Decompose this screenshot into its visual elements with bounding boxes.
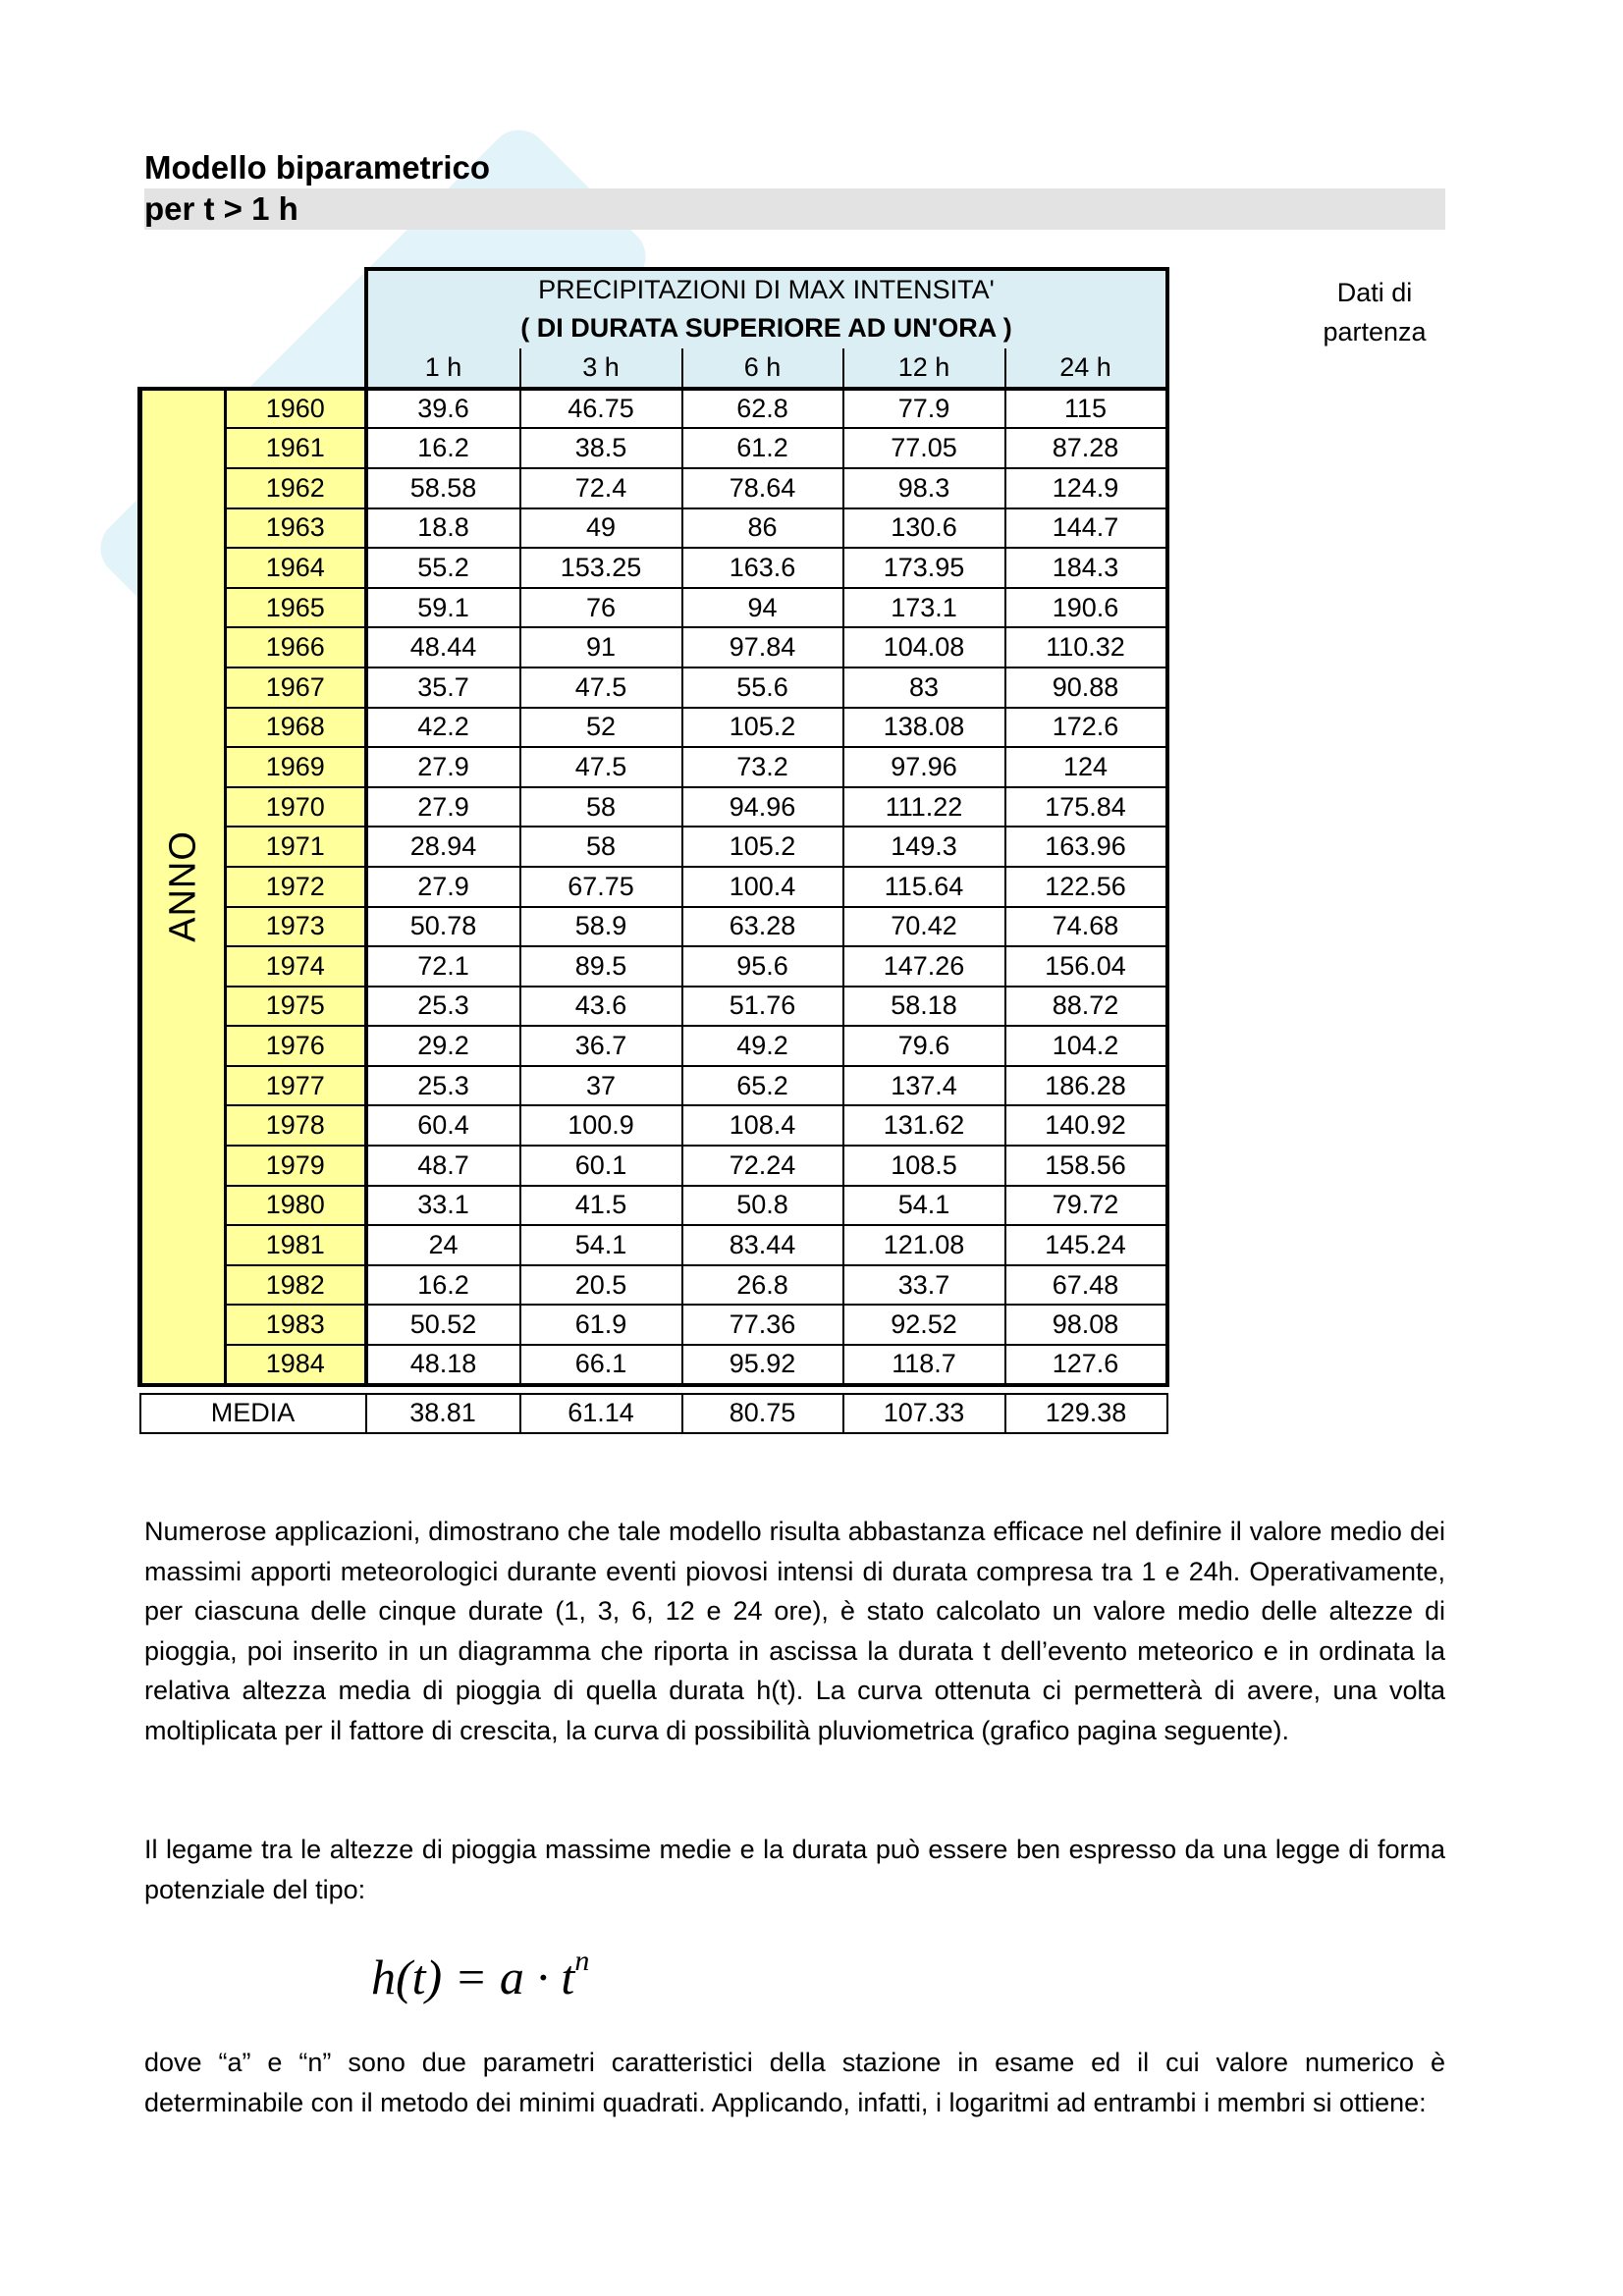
value-cell: 66.1	[520, 1345, 682, 1385]
value-cell: 77.05	[843, 428, 1005, 468]
value-cell: 60.1	[520, 1146, 682, 1186]
table-row	[140, 1305, 1167, 1345]
value-cell: 137.4	[843, 1066, 1005, 1106]
value-cell: 156.04	[1005, 946, 1167, 987]
title-line-1: Modello biparametrico	[144, 149, 491, 186]
value-cell: 95.92	[682, 1345, 843, 1385]
value-cell: 158.56	[1005, 1146, 1167, 1186]
value-cell: 138.08	[843, 708, 1005, 748]
value-cell: 47.5	[520, 747, 682, 787]
value-cell: 18.8	[366, 508, 520, 549]
value-cell: 98.3	[843, 468, 1005, 508]
value-cell: 20.5	[520, 1265, 682, 1306]
value-cell: 78.64	[682, 468, 843, 508]
value-cell: 186.28	[1005, 1066, 1167, 1106]
table-row	[140, 548, 1167, 588]
value-cell: 49.2	[682, 1026, 843, 1066]
duration-header: 6 h	[682, 348, 843, 389]
value-cell: 97.84	[682, 627, 843, 667]
table-row	[140, 1186, 1167, 1226]
year-cell: 1964	[226, 548, 366, 588]
year-cell: 1976	[226, 1026, 366, 1066]
value-cell: 83.44	[682, 1225, 843, 1265]
table-row	[140, 508, 1167, 549]
year-cell: 1982	[226, 1265, 366, 1306]
value-cell: 50.52	[366, 1305, 520, 1345]
table-row	[140, 867, 1167, 907]
media-value: 129.38	[1005, 1394, 1167, 1434]
value-cell: 70.42	[843, 907, 1005, 947]
value-cell: 24	[366, 1225, 520, 1265]
value-cell: 50.8	[682, 1186, 843, 1226]
year-cell: 1962	[226, 468, 366, 508]
year-cell: 1975	[226, 987, 366, 1027]
value-cell: 41.5	[520, 1186, 682, 1226]
value-cell: 127.6	[1005, 1345, 1167, 1385]
value-cell: 149.3	[843, 827, 1005, 867]
value-cell: 52	[520, 708, 682, 748]
table-row	[140, 1225, 1167, 1265]
side-note-line-2: partenza	[1323, 317, 1427, 347]
value-cell: 91	[520, 627, 682, 667]
value-cell: 61.2	[682, 428, 843, 468]
value-cell: 33.1	[366, 1186, 520, 1226]
value-cell: 54.1	[843, 1186, 1005, 1226]
value-cell: 37	[520, 1066, 682, 1106]
value-cell: 72.4	[520, 468, 682, 508]
year-cell: 1968	[226, 708, 366, 748]
value-cell: 104.08	[843, 627, 1005, 667]
year-cell: 1969	[226, 747, 366, 787]
value-cell: 95.6	[682, 946, 843, 987]
value-cell: 39.6	[366, 389, 520, 429]
value-cell: 121.08	[843, 1225, 1005, 1265]
value-cell: 87.28	[1005, 428, 1167, 468]
anno-column	[140, 389, 226, 1385]
value-cell: 36.7	[520, 1026, 682, 1066]
value-cell: 59.1	[366, 588, 520, 628]
value-cell: 74.68	[1005, 907, 1167, 947]
paragraph-intro: Numerose applicazioni, dimostrano che tale modello risulta abbastanza efficace nel definire il valore medio dei massimi apporti meteorologici durante eventi piovosi intensi di durata compresa tra 1 e 24h. Operativamente, per ciascuna delle cinque durate (1, 3, 6, 12 e 24 ore), è stato calcolato un valore medio delle altezze di pioggia, poi inserito in un diagramma che riporta in ascissa la durata t dell’evento meteorico e in ordinata la relativa altezza media di pioggia di quella durata h(t). La curva ottenuta ci permetterà di avere, una volta moltiplicata per il fattore di crescita, la curva di possibilità pluviometrica (grafico pagina seguente).	[144, 1517, 1445, 1745]
table-row	[140, 946, 1167, 987]
table-row	[140, 787, 1167, 828]
value-cell: 55.6	[682, 667, 843, 708]
value-cell: 147.26	[843, 946, 1005, 987]
year-cell: 1977	[226, 1066, 366, 1106]
year-cell: 1983	[226, 1305, 366, 1345]
year-cell: 1978	[226, 1105, 366, 1146]
value-cell: 83	[843, 667, 1005, 708]
year-cell: 1970	[226, 787, 366, 828]
table-header-subtitle: ( DI DURATA SUPERIORE AD UN'ORA )	[366, 309, 1167, 349]
value-cell: 58.58	[366, 468, 520, 508]
value-cell: 61.9	[520, 1305, 682, 1345]
table-row	[140, 1105, 1167, 1146]
value-cell: 55.2	[366, 548, 520, 588]
table-row	[140, 1146, 1167, 1186]
formula-exponent: n	[574, 1945, 590, 1978]
value-cell: 77.9	[843, 389, 1005, 429]
table-row	[140, 1265, 1167, 1306]
value-cell: 49	[520, 508, 682, 549]
value-cell: 73.2	[682, 747, 843, 787]
value-cell: 35.7	[366, 667, 520, 708]
value-cell: 145.24	[1005, 1225, 1167, 1265]
value-cell: 190.6	[1005, 588, 1167, 628]
media-value: 107.33	[843, 1394, 1005, 1434]
title-line-2: per t > 1 h	[144, 188, 1445, 230]
table-row	[140, 827, 1167, 867]
year-cell: 1981	[226, 1225, 366, 1265]
value-cell: 173.95	[843, 548, 1005, 588]
value-cell: 89.5	[520, 946, 682, 987]
value-cell: 60.4	[366, 1105, 520, 1146]
value-cell: 76	[520, 588, 682, 628]
value-cell: 67.48	[1005, 1265, 1167, 1306]
year-cell: 1960	[226, 389, 366, 429]
duration-header: 1 h	[366, 348, 520, 389]
rainfall-table	[137, 267, 1169, 1434]
value-cell: 118.7	[843, 1345, 1005, 1385]
value-cell: 124.9	[1005, 468, 1167, 508]
value-cell: 27.9	[366, 787, 520, 828]
table-row	[140, 708, 1167, 748]
duration-header: 3 h	[520, 348, 682, 389]
year-cell: 1971	[226, 827, 366, 867]
value-cell: 98.08	[1005, 1305, 1167, 1345]
table-row	[140, 747, 1167, 787]
year-cell: 1974	[226, 946, 366, 987]
media-value: 61.14	[520, 1394, 682, 1434]
table-row	[140, 667, 1167, 708]
value-cell: 97.96	[843, 747, 1005, 787]
value-cell: 92.52	[843, 1305, 1005, 1345]
value-cell: 58.9	[520, 907, 682, 947]
value-cell: 16.2	[366, 428, 520, 468]
value-cell: 27.9	[366, 747, 520, 787]
year-cell: 1979	[226, 1146, 366, 1186]
media-value: 80.75	[682, 1394, 843, 1434]
table-row	[140, 468, 1167, 508]
year-cell: 1963	[226, 508, 366, 549]
value-cell: 72.24	[682, 1146, 843, 1186]
value-cell: 115.64	[843, 867, 1005, 907]
value-cell: 124	[1005, 747, 1167, 787]
table-row	[140, 907, 1167, 947]
table-row	[140, 1026, 1167, 1066]
table-header-title: PRECIPITAZIONI DI MAX INTENSITA'	[366, 269, 1167, 309]
value-cell: 25.3	[366, 1066, 520, 1106]
year-cell: 1967	[226, 667, 366, 708]
duration-header: 24 h	[1005, 348, 1167, 389]
value-cell: 122.56	[1005, 867, 1167, 907]
media-value: 38.81	[366, 1394, 520, 1434]
value-cell: 51.76	[682, 987, 843, 1027]
year-cell: 1966	[226, 627, 366, 667]
value-cell: 163.96	[1005, 827, 1167, 867]
year-cell: 1973	[226, 907, 366, 947]
year-cell: 1965	[226, 588, 366, 628]
paragraph-parameters: dove “a” e “n” sono due parametri caratteristici della stazione in esame ed il cui valore numerico è determinabile con il metodo dei minimi quadrati. Applicando, infatti, i logaritmi ad entrambi i membri si ottiene:	[144, 2048, 1445, 2117]
value-cell: 90.88	[1005, 667, 1167, 708]
value-cell: 26.8	[682, 1265, 843, 1306]
value-cell: 100.9	[520, 1105, 682, 1146]
value-cell: 72.1	[366, 946, 520, 987]
year-cell: 1984	[226, 1345, 366, 1385]
value-cell: 88.72	[1005, 987, 1167, 1027]
value-cell: 27.9	[366, 867, 520, 907]
value-cell: 79.72	[1005, 1186, 1167, 1226]
side-note-line-1: Dati di	[1336, 278, 1413, 307]
document-title	[144, 147, 1445, 230]
value-cell: 184.3	[1005, 548, 1167, 588]
value-cell: 105.2	[682, 708, 843, 748]
year-cell: 1972	[226, 867, 366, 907]
value-cell: 94.96	[682, 787, 843, 828]
value-cell: 65.2	[682, 1066, 843, 1106]
value-cell: 100.4	[682, 867, 843, 907]
value-cell: 115	[1005, 389, 1167, 429]
value-cell: 79.6	[843, 1026, 1005, 1066]
formula-base: h(t) = a · t	[371, 1949, 575, 2004]
value-cell: 58	[520, 787, 682, 828]
value-cell: 104.2	[1005, 1026, 1167, 1066]
value-cell: 144.7	[1005, 508, 1167, 549]
value-cell: 33.7	[843, 1265, 1005, 1306]
value-cell: 46.75	[520, 389, 682, 429]
table-row	[140, 987, 1167, 1027]
table-row	[140, 1066, 1167, 1106]
value-cell: 58	[520, 827, 682, 867]
value-cell: 25.3	[366, 987, 520, 1027]
value-cell: 62.8	[682, 389, 843, 429]
anno-label: ANNO	[162, 830, 203, 943]
value-cell: 50.78	[366, 907, 520, 947]
value-cell: 175.84	[1005, 787, 1167, 828]
value-cell: 153.25	[520, 548, 682, 588]
value-cell: 86	[682, 508, 843, 549]
table-row	[140, 627, 1167, 667]
value-cell: 38.5	[520, 428, 682, 468]
year-cell: 1980	[226, 1186, 366, 1226]
year-cell: 1961	[226, 428, 366, 468]
side-note	[1276, 273, 1473, 351]
value-cell: 43.6	[520, 987, 682, 1027]
table-row	[140, 428, 1167, 468]
value-cell: 172.6	[1005, 708, 1167, 748]
value-cell: 16.2	[366, 1265, 520, 1306]
value-cell: 48.18	[366, 1345, 520, 1385]
value-cell: 131.62	[843, 1105, 1005, 1146]
value-cell: 111.22	[843, 787, 1005, 828]
power-law-formula	[371, 1945, 590, 2005]
table-row	[140, 1345, 1167, 1385]
value-cell: 63.28	[682, 907, 843, 947]
value-cell: 28.94	[366, 827, 520, 867]
value-cell: 130.6	[843, 508, 1005, 549]
value-cell: 105.2	[682, 827, 843, 867]
value-cell: 173.1	[843, 588, 1005, 628]
media-label: MEDIA	[140, 1394, 366, 1434]
value-cell: 110.32	[1005, 627, 1167, 667]
value-cell: 140.92	[1005, 1105, 1167, 1146]
value-cell: 77.36	[682, 1305, 843, 1345]
value-cell: 108.5	[843, 1146, 1005, 1186]
table-row	[140, 389, 1167, 429]
value-cell: 48.7	[366, 1146, 520, 1186]
value-cell: 108.4	[682, 1105, 843, 1146]
paragraph-law: Il legame tra le altezze di pioggia massime medie e la durata può essere ben espresso da una legge di forma potenziale del tipo:	[144, 1835, 1445, 1904]
value-cell: 94	[682, 588, 843, 628]
value-cell: 54.1	[520, 1225, 682, 1265]
value-cell: 29.2	[366, 1026, 520, 1066]
media-row	[140, 1394, 1167, 1434]
value-cell: 42.2	[366, 708, 520, 748]
value-cell: 48.44	[366, 627, 520, 667]
table-row	[140, 588, 1167, 628]
value-cell: 47.5	[520, 667, 682, 708]
value-cell: 58.18	[843, 987, 1005, 1027]
value-cell: 67.75	[520, 867, 682, 907]
duration-header: 12 h	[843, 348, 1005, 389]
value-cell: 163.6	[682, 548, 843, 588]
